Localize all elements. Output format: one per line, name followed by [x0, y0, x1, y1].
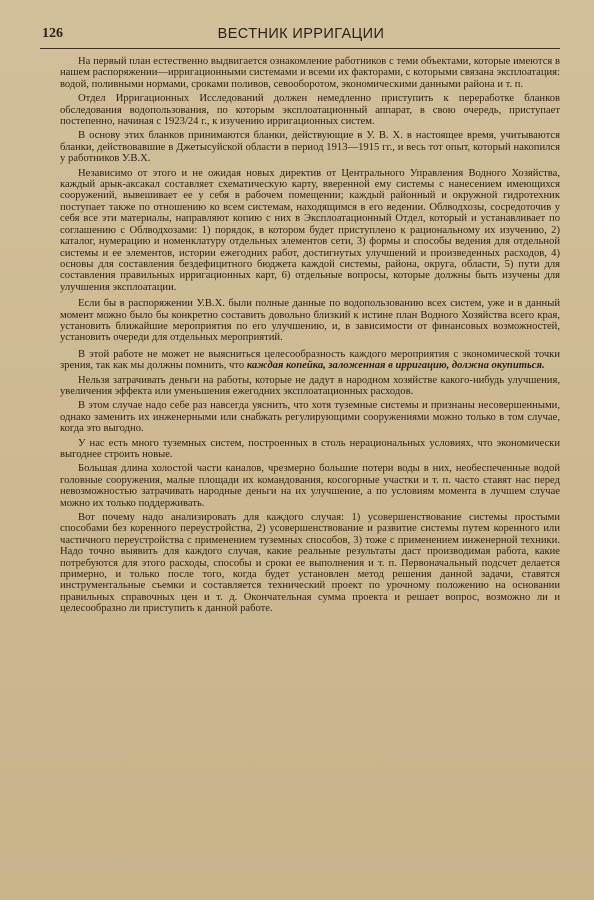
paragraph-text: В этой работе не может не выясниться целесообразность каждого мероприятия с экономической точки зрения, так как мы должны помнить, что	[60, 348, 560, 372]
paragraph: Отдел Ирригационных Исследований должен немедленно приступить к переработке бланков обследования водопользования, по которым эксплоатационный аппарат, в свою очередь, приступает постепенно, начиная с 1923/24 г., к изучению ирригационных систем.	[60, 93, 560, 128]
journal-title: ВЕСТНИК ИРРИГАЦИИ	[217, 26, 385, 42]
paragraph: В основу этих бланков принимаются бланки, действующие в У. В. Х. в настоящее время, учитываются бланки, действовавшие в Джетысуйской области в период 1913—1915 гг., и весь тот опыт, который накопился у работников У.В.Х.	[60, 130, 560, 165]
paragraph: Если бы в распоряжении У.В.Х. были полные данные по водопользованию всех систем, уже и в данный момент можно было бы конкретно составить довольно близкий к истине план Водного Хозяйства всего края, установить ближайшие мероприятия по его улучшению, и, в зависимости от финансовых возможностей, установить очереди для отдельных мероприятий.	[60, 298, 560, 344]
header-rule	[40, 48, 560, 49]
emphasized-text: каждая копейка, заложенная в ирригацию, должна окупиться.	[246, 360, 545, 372]
paragraph: Большая длина холостой части каналов, чрезмерно большие потери воды в них, необеспеченные водой головные сооружения, малые площади их командования, косогорные участки и т. п. часто ставят нас перед невозможностью затрачивать народные деньги на их улучшение, а по условиям момента в лучшем случае можно их только поддерживать.	[60, 463, 560, 509]
page-number: 126	[42, 26, 63, 41]
paragraph	[60, 349, 560, 372]
paragraph: На первый план естественно выдвигается ознакомление работников с теми объектами, которые имеются в нашем распоряжении—ирригационными системами и всеми их факторами, с которыми связана эксплоатация: водой, поливными нормами, сроками поливов, севооборотом, экономическими данными района и т. п.	[60, 56, 560, 90]
paragraph: Нельзя затрачивать деньги на работы, которые не дадут в народном хозяйстве какого-нибудь улучшения, увеличения эффекта или уменьшения ежегодних эксплоатационных расходов.	[60, 374, 560, 397]
article-body	[60, 56, 560, 618]
page-header	[42, 26, 560, 46]
paragraph: У нас есть много туземных систем, построенных в столь нерациональных условиях, что экономически выгоднее строить новые.	[60, 437, 560, 460]
paragraph: В этом случае надо себе раз навсегда уяснить, что хотя туземные системы и признаны несовершенными, однако заменить их инженерными или снабжать регулирующими сооружениями можно только в том случае, когда это выгодно.	[60, 400, 560, 435]
paragraph: Вот почему надо анализировать для каждого случая: 1) усовершенствование системы простыми способами без коренного переустройства, 2) усовершенствование и развитие системы путем коренного или частичного переустройства с применением туземных способов, 3) тоже с применением инженерной техники. Надо точно выявить для каждого случая, какие реальные результаты даст производимая работа, какие потребуются для этого расходы, способы и сроки ее выполнения и т. п. Первоначальный подсчет делается примерно, и только после того, когда будет установлен метод решения данной задачи, ставятся инструментальные съемки и составляется технический проект по урочному положению на основании правильных справочных цен и т. д. Окончательная сумма проекта и решает вопрос, возможно ли и целесообразно ли приступить к данной работе.	[60, 512, 560, 615]
paragraph: Независимо от этого и не ожидая новых директив от Центрального Управления Водного Хозяйства, каждый арык-аксакал составляет схематическую карту, вверенной ему системы с нанесением имеющихся сооружений, вывешивает ее у себя в рабочем помещении; каждый районный и окружной гидротехник поступает также по отношению ко всем системам, находящимся в его ведении. Облводхозы, сосредоточив у себя все эти материалы, направляют копию с них в Эксплоатационный Отдел, который и устанавливает по соглашению с Облводхозами: 1) порядок, в котором будет приступлено к рациональному их изучению, 2) каталог, нумерацию и номенклатуру отдельных элементов сети, 3) формы и способы ведения для отдельной системы и ее элементов, истории ежегодних работ, достигнутых улучшений и произведенных расходов, 4) основы для составления бездефицитного бюджета каждой системы, района, округа, области, 5) пути для составления правильных ирригационных карт, 6) отдельные вопросы, которые должны быть изучены для улучшения эксплоатации.	[60, 167, 560, 293]
